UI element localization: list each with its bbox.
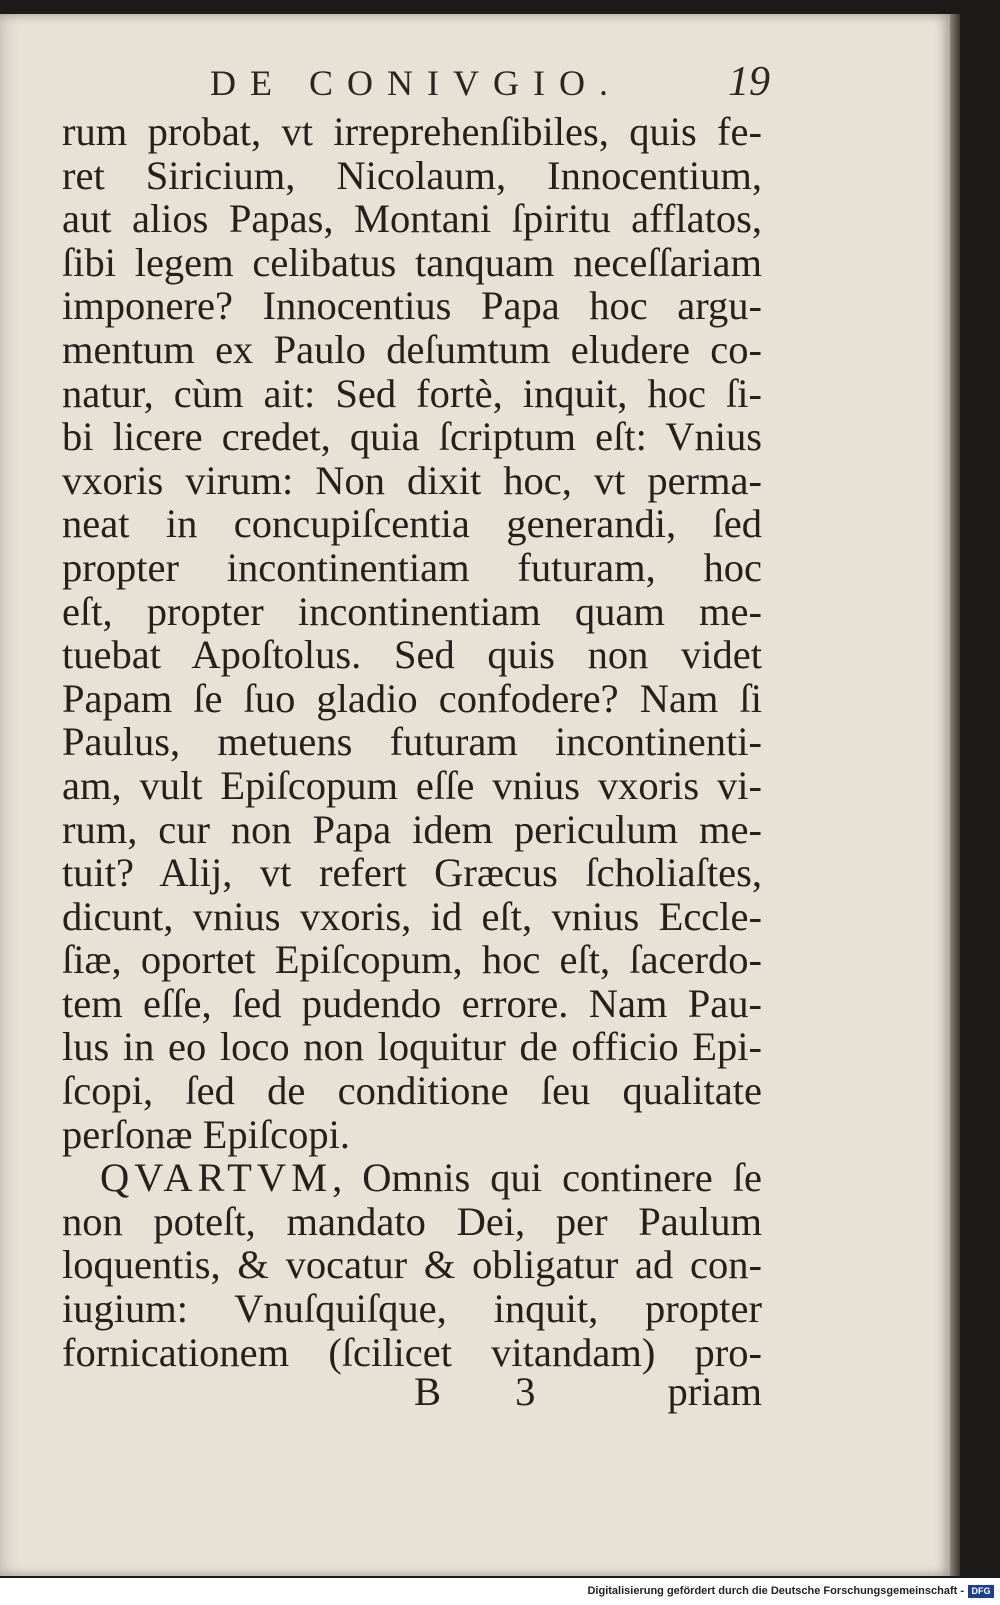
text-line: eſt, propter incontinentiam quam me- xyxy=(62,588,762,634)
text-line: aut alios Papas, Montani ſpiritu afflatos, xyxy=(62,196,762,242)
text-line: ſcopi, ſed de conditione ſeu qualitate xyxy=(62,1068,762,1114)
text-line: lus in eo loco non loquitur de officio Epi- xyxy=(62,1024,762,1070)
text-line: tuit? Alij, vt refert Græcus ſcholiaſtes, xyxy=(62,850,762,896)
text-line: iugium: Vnuſquiſque, inquit, propter xyxy=(62,1286,762,1332)
catchword: priam xyxy=(667,1369,762,1414)
text-line: fornicationem (ſcilicet vitandam) pro- xyxy=(62,1329,762,1375)
paragraph-opening-line xyxy=(62,1156,762,1200)
text-line: ſibi legem celibatus tanquam neceſſariam xyxy=(62,239,762,285)
text-line: ſiæ, oportet Epiſcopum, hoc eſt, ſacerdo- xyxy=(62,937,762,983)
text-line: propter incontinentiam futuram, hoc xyxy=(62,544,762,590)
text-line: Paulus, metuens futuram incontinenti- xyxy=(62,719,762,765)
credit-text: Digitalisierung gefördert durch die Deutsche Forschungsgemeinschaft - xyxy=(587,1585,964,1597)
text-line: imponere? Innocentius Papa hoc argu- xyxy=(62,283,762,329)
text-line: neat in concupiſcentia generandi, ſed xyxy=(62,501,762,547)
signature-mark: B 3 xyxy=(414,1369,568,1414)
text-line: rum, cur non Papa idem periculum me- xyxy=(62,806,762,852)
text-line: am, vult Epiſcopum eſſe vnius vxoris vi- xyxy=(62,762,762,808)
text-line: rum probat, vt irreprehenſibiles, quis fe- xyxy=(62,109,762,154)
text-line: Papam ſe ſuo gladio confodere? Nam ſi xyxy=(62,675,762,721)
text-line: mentum ex Paulo deſumtum eludere co- xyxy=(62,326,762,372)
text-line: vxoris virum: Non dixit hoc, vt perma- xyxy=(62,457,762,503)
credit-bar xyxy=(0,1578,1000,1605)
paragraph-opening-rest: , Omnis qui continere ſe xyxy=(332,1155,762,1201)
paragraph-initial-word: QVARTVM xyxy=(100,1155,333,1201)
page-header xyxy=(210,59,770,112)
text-line: tem eſſe, ſed pudendo errore. Nam Pau- xyxy=(62,980,762,1026)
dfg-logo: DFG xyxy=(968,1585,994,1598)
text-line: dicunt, vnius vxoris, id eſt, vnius Eccle- xyxy=(62,893,762,939)
text-line: perſonæ Epiſcopi. xyxy=(62,1111,350,1157)
text-line: natur, cùm ait: Sed fortè, inquit, hoc ſi- xyxy=(62,370,762,416)
page-number: 19 xyxy=(728,59,770,105)
text-line: loquentis, & vocatur & obligatur ad con- xyxy=(62,1242,762,1288)
text-line: non poteſt, mandato Dei, per Paulum xyxy=(62,1198,762,1244)
text-line: ret Siricium, Nicolaum, Innocentium, xyxy=(62,152,762,198)
text-line: bi licere credet, quia ſcriptum eſt: Vnius xyxy=(62,414,762,460)
body-text xyxy=(62,110,762,1374)
running-head: DE CONIVGIO. xyxy=(210,63,622,103)
page-edge-shadow xyxy=(950,14,960,1576)
text-line: tuebat Apoſtolus. Sed quis non videt xyxy=(62,632,762,678)
page-footer xyxy=(62,1368,762,1416)
